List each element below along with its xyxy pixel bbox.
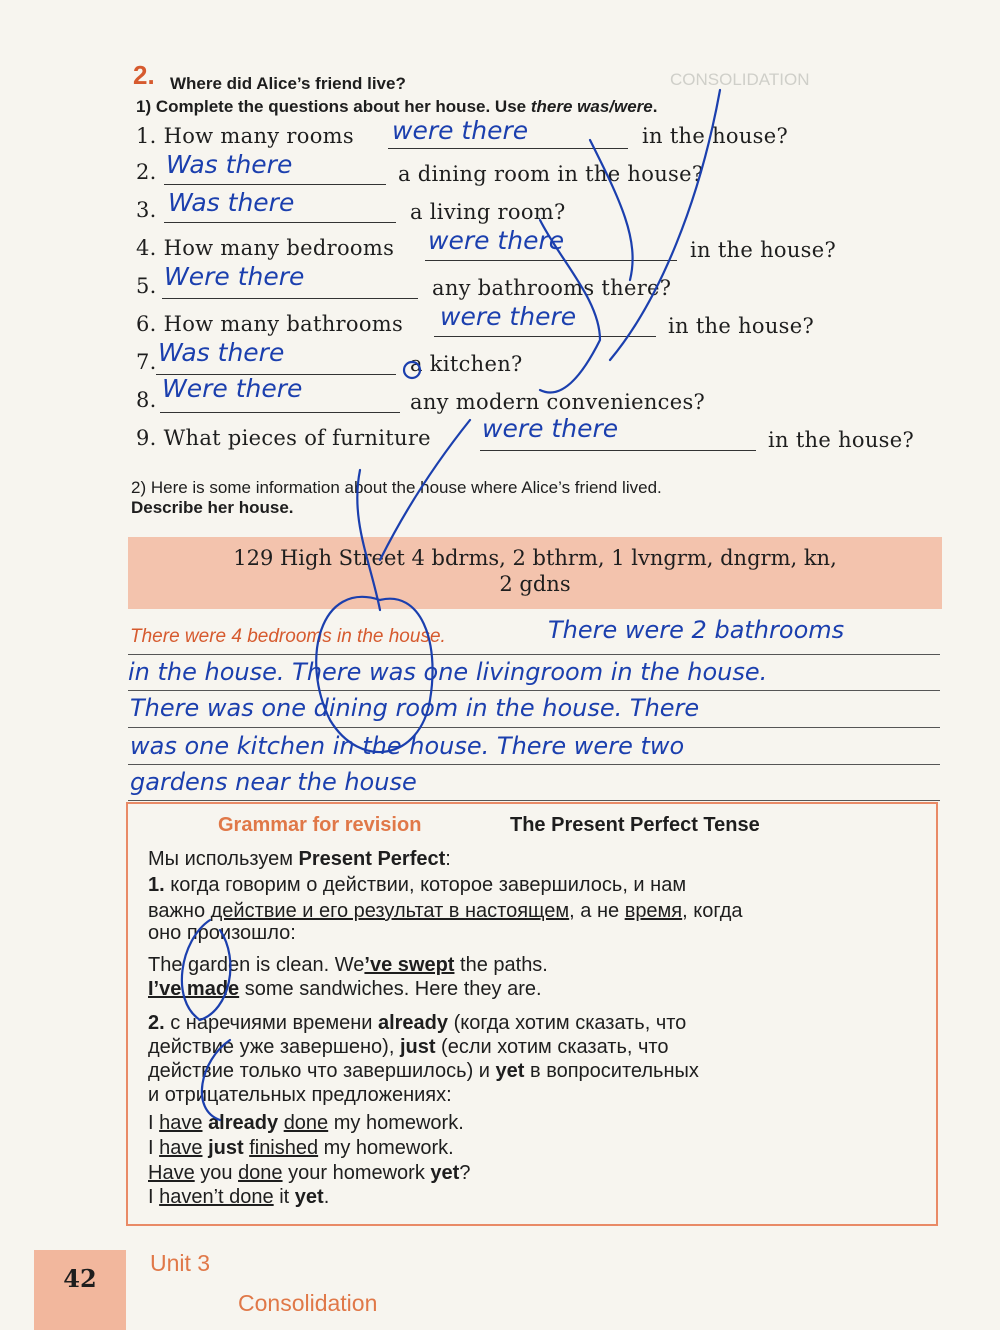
grammar-intro: Мы используем Present Perfect: [148, 848, 451, 870]
handwritten-answer-4: were there [428, 226, 565, 255]
grammar-example-just: I have just finished my homework. [148, 1137, 454, 1159]
scribble-stroke [357, 470, 380, 610]
question-6: 6. How many bathrooms [136, 312, 404, 336]
bleed-through-text: CONSOLIDATION [670, 70, 810, 89]
handwritten-description-4: was one kitchen in the house. There were two [130, 732, 685, 760]
grammar-example-2: I’ve made some sandwiches. Here they are. [148, 978, 542, 1000]
handwritten-description-5: gardens near the house [130, 768, 417, 796]
scribble-stroke [590, 140, 633, 280]
scribble-stroke [182, 920, 231, 1020]
question-5: 5. [136, 274, 157, 298]
question-2: 2. [136, 160, 157, 184]
question-9: 9. What pieces of furniture [136, 426, 431, 450]
grammar-rule-1-line3: оно произошло: [148, 922, 296, 944]
grammar-rule-2: 2. с наречиями времени already (когда хотим сказать, что [148, 1012, 687, 1034]
grammar-rule-2-line2: действие уже завершено), just (если хотим сказать, что [148, 1036, 669, 1058]
handwritten-answer-3: Was there [168, 188, 295, 217]
question-8: 8. [136, 388, 157, 412]
handwritten-answer-8: Were there [162, 374, 303, 403]
question-2-end: a dining room in the house? [398, 162, 704, 186]
scribble-stroke [316, 597, 432, 752]
grammar-rule-2-line3: действие только что завершилось) и yet в вопросительных [148, 1060, 699, 1082]
question-1-end: in the house? [642, 124, 789, 148]
handwritten-answer-1: were there [392, 116, 529, 145]
question-7-end: a kitchen? [410, 352, 523, 376]
scribble-stroke [404, 362, 420, 378]
grammar-rule-1-line2: важно действие и его результат в настоящем, а не время, когда [148, 900, 743, 922]
scribble-stroke [202, 1040, 230, 1120]
section-label: Consolidation [238, 1290, 378, 1316]
handwritten-answer-7: Was there [158, 338, 285, 367]
sample-answer: There were 4 bedrooms in the house. [130, 626, 446, 647]
grammar-example-1: The garden is clean. We’ve swept the paths. [148, 954, 548, 976]
handwritten-description-2: in the house. There was one livingroom in the house. [128, 658, 768, 686]
scribble-stroke [380, 420, 470, 560]
part1-instruction: 1) Complete the questions about her house. Use there was/were. [136, 97, 658, 116]
question-3-end: a living room? [410, 200, 566, 224]
question-7: 7. [136, 350, 157, 374]
exercise-title: Where did Alice’s friend live? [170, 74, 406, 93]
handwritten-answer-6: were there [440, 302, 577, 331]
part2-instruction: 2) Here is some information about the house where Alice’s friend lived. [131, 478, 662, 497]
question-4-end: in the house? [690, 238, 837, 262]
unit-label: Unit 3 [150, 1250, 211, 1276]
question-9-end: in the house? [768, 428, 915, 452]
question-6-end: in the house? [668, 314, 815, 338]
grammar-label: Grammar for revision [218, 814, 422, 836]
question-3: 3. [136, 198, 157, 222]
grammar-rule-1: 1. когда говорим о действии, которое завершилось, и нам [148, 874, 687, 896]
grammar-example-yet-question: Have you done your homework yet? [148, 1162, 471, 1184]
exercise-number: 2. [133, 60, 155, 90]
grammar-example-yet-negative: I haven’t done it yet. [148, 1186, 330, 1208]
scribble-stroke [540, 220, 600, 393]
handwritten-description-3: There was one dining room in the house. There [130, 694, 700, 722]
grammar-example-already: I have already done my homework. [148, 1112, 464, 1134]
question-5-end: any bathrooms there? [432, 276, 672, 300]
info-box-text: 129 High Street 4 bdrms, 2 bthrm, 1 lvngrm, dngrm, kn, 2 gdns [233, 546, 837, 596]
handwritten-answer-2: Was there [166, 150, 293, 179]
part2-instruction-2: Describe her house. [131, 498, 294, 517]
handwritten-description-1: There were 2 bathrooms [548, 616, 845, 644]
question-4: 4. How many bedrooms [136, 236, 395, 260]
page-number: 42 [63, 1264, 97, 1293]
question-1: 1. How many rooms [136, 124, 354, 148]
handwritten-answer-9: were there [482, 414, 619, 443]
handwritten-answer-5: Were there [164, 262, 305, 291]
question-8-end: any modern conveniences? [410, 390, 706, 414]
grammar-title: The Present Perfect Tense [510, 814, 760, 836]
grammar-rule-2-line4: и отрицательных предложениях: [148, 1084, 452, 1106]
